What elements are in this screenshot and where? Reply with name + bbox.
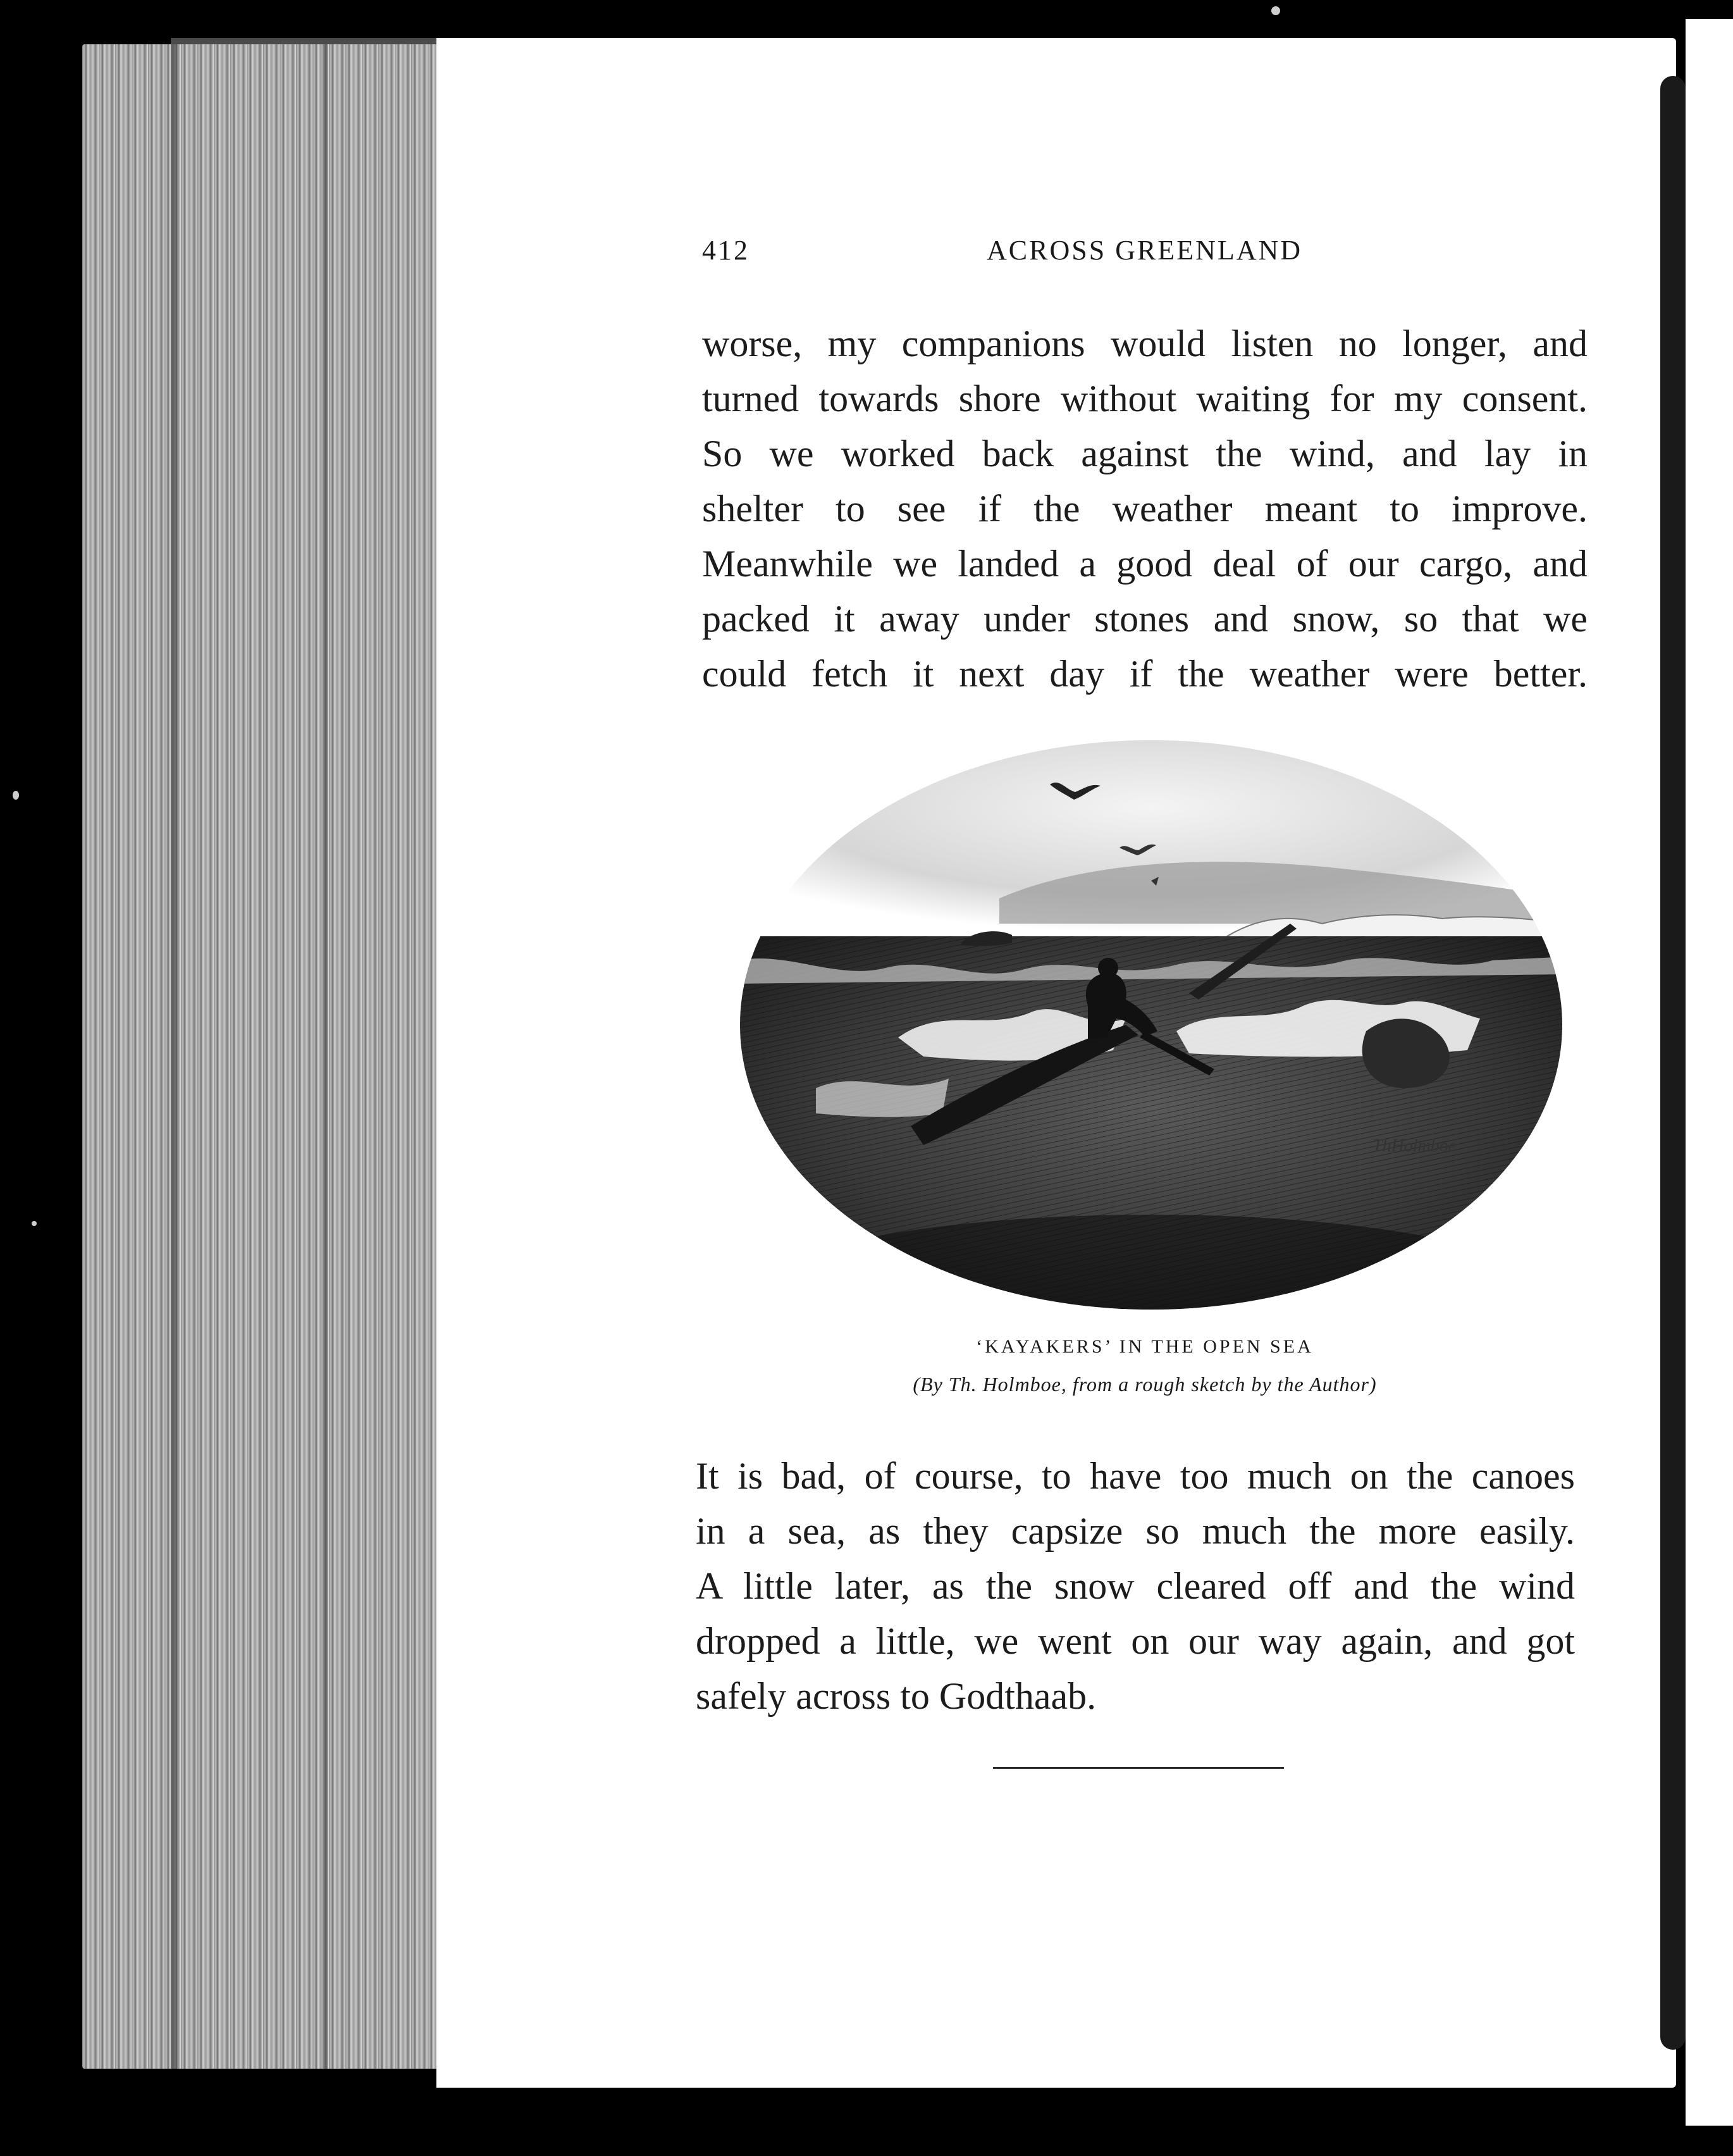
page-number: 412 bbox=[702, 235, 749, 266]
text-line: packed it away under stones and snow, so that we bbox=[702, 598, 1588, 640]
text-line: It is bad, of course, to have too much on the canoes bbox=[696, 1455, 1575, 1497]
facing-page-edge bbox=[1686, 19, 1733, 2126]
text-line: shelter to see if the weather meant to improve. bbox=[702, 488, 1588, 530]
book-gutter bbox=[1660, 76, 1686, 2050]
figure-caption: ‘KAYAKERS’ IN THE OPEN SEA bbox=[976, 1336, 1314, 1357]
figure-credit: (By Th. Holmboe, from a rough sketch by the Author) bbox=[913, 1373, 1377, 1396]
paragraph-bottom bbox=[696, 1449, 1575, 1724]
text-line: A little later, as the snow cleared off and the wind bbox=[696, 1565, 1575, 1607]
text-line: dropped a little, we went on our way again, and got bbox=[696, 1620, 1575, 1662]
text-line: safely across to Godthaab. bbox=[696, 1675, 1097, 1717]
engraver-signature: ThHolmboe bbox=[1372, 1136, 1457, 1156]
running-title: ACROSS GREENLAND bbox=[987, 235, 1303, 266]
wave-foam bbox=[816, 1079, 949, 1117]
running-head bbox=[702, 234, 1588, 272]
section-end-rule bbox=[993, 1767, 1284, 1769]
text-line: So we worked back against the wind, and lay in bbox=[702, 433, 1588, 474]
scan-speck bbox=[13, 791, 19, 800]
paragraph-top bbox=[702, 316, 1588, 702]
text-line: Meanwhile we landed a good deal of our cargo, and bbox=[702, 543, 1588, 585]
text-line: in a sea, as they capsize so much the more easily. bbox=[696, 1510, 1575, 1552]
scan-speck bbox=[1271, 6, 1280, 15]
scan-speck bbox=[32, 1221, 37, 1226]
text-line: could fetch it next day if the weather were better. bbox=[702, 653, 1588, 695]
book-fore-edge bbox=[82, 44, 449, 2069]
kayaker-head bbox=[1098, 958, 1118, 978]
text-line: turned towards shore without waiting for my consent. bbox=[702, 378, 1588, 419]
text-line: worse, my companions would listen no longer, and bbox=[702, 323, 1588, 364]
kayakers-illustration bbox=[734, 734, 1569, 1316]
